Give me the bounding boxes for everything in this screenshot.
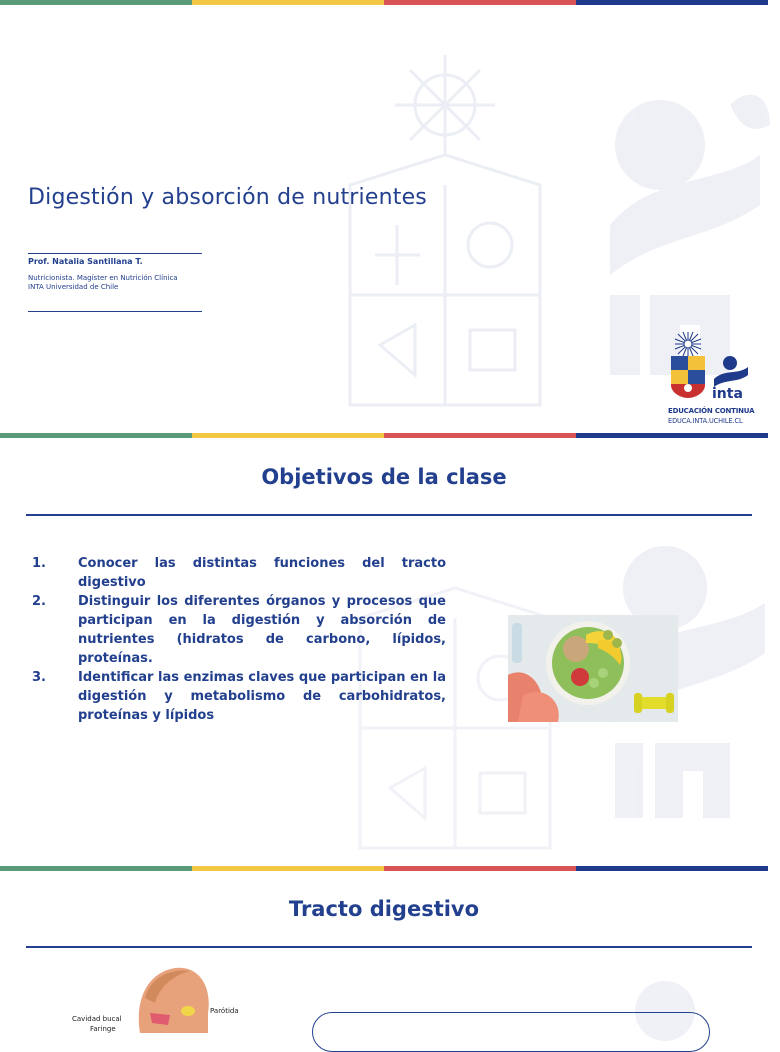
list-item-text: Conocer las distintas funciones del tracto digestivo (78, 556, 446, 590)
list-item (32, 554, 446, 592)
objectives-list (32, 554, 446, 725)
head-anatomy-icon (130, 963, 220, 1033)
label-faringe: Faringe (90, 1025, 116, 1033)
logo-caption-2: EDUCA.INTA.UCHILE.CL (668, 417, 743, 425)
digestive-tract-divider (26, 946, 752, 948)
healthy-food-photo (508, 615, 678, 722)
list-item (32, 668, 446, 725)
objectives-divider (26, 514, 752, 516)
anatomy-illustration (72, 963, 280, 1033)
list-item-number: 3. (32, 670, 46, 685)
list-item-number: 2. (32, 594, 46, 609)
university-shield-icon (670, 355, 706, 399)
slide-objectives (0, 438, 768, 866)
credentials (28, 274, 178, 292)
divider-top (28, 253, 202, 254)
inta-logo-text: inta (712, 386, 743, 402)
list-item (32, 592, 446, 668)
crest-watermark-icon (330, 45, 560, 425)
professor-name: Prof. Natalia Santillana T. (28, 257, 143, 266)
label-cavidad-bucal: Cavidad bucal (72, 1015, 122, 1023)
credential-line-1: Nutricionista. Magíster en Nutrición Clínica (28, 274, 178, 282)
objectives-title: Objetivos de la clase (261, 465, 507, 489)
list-item-text: Identificar las enzimas claves que participan en la digestión y metabolismo de carbohidratos, proteínas y lípidos (78, 670, 446, 723)
list-item-text: Distinguir los diferentes órganos y procesos que participan en la digestión y absorción de nutrientes (hidratos de carbono, lípidos, proteínas. (78, 594, 446, 666)
slide-digestive-tract (0, 871, 768, 1033)
star-icon (674, 331, 702, 357)
digestive-tract-title: Tracto digestivo (288, 897, 480, 921)
content-box (312, 1012, 710, 1052)
list-item-number: 1. (32, 556, 46, 571)
label-parotida: Parótida (210, 1007, 239, 1015)
presentation-title: Digestión y absorción de nutrientes (28, 185, 427, 210)
inta-logo-icon (712, 355, 750, 402)
food-bowl-icon (508, 615, 678, 722)
divider-bottom (28, 311, 202, 312)
slide-title (0, 5, 768, 433)
institution-logo (668, 331, 754, 431)
credential-line-2: INTA Universidad de Chile (28, 283, 119, 291)
logo-caption-1: EDUCACIÓN CONTINUA (668, 407, 755, 415)
